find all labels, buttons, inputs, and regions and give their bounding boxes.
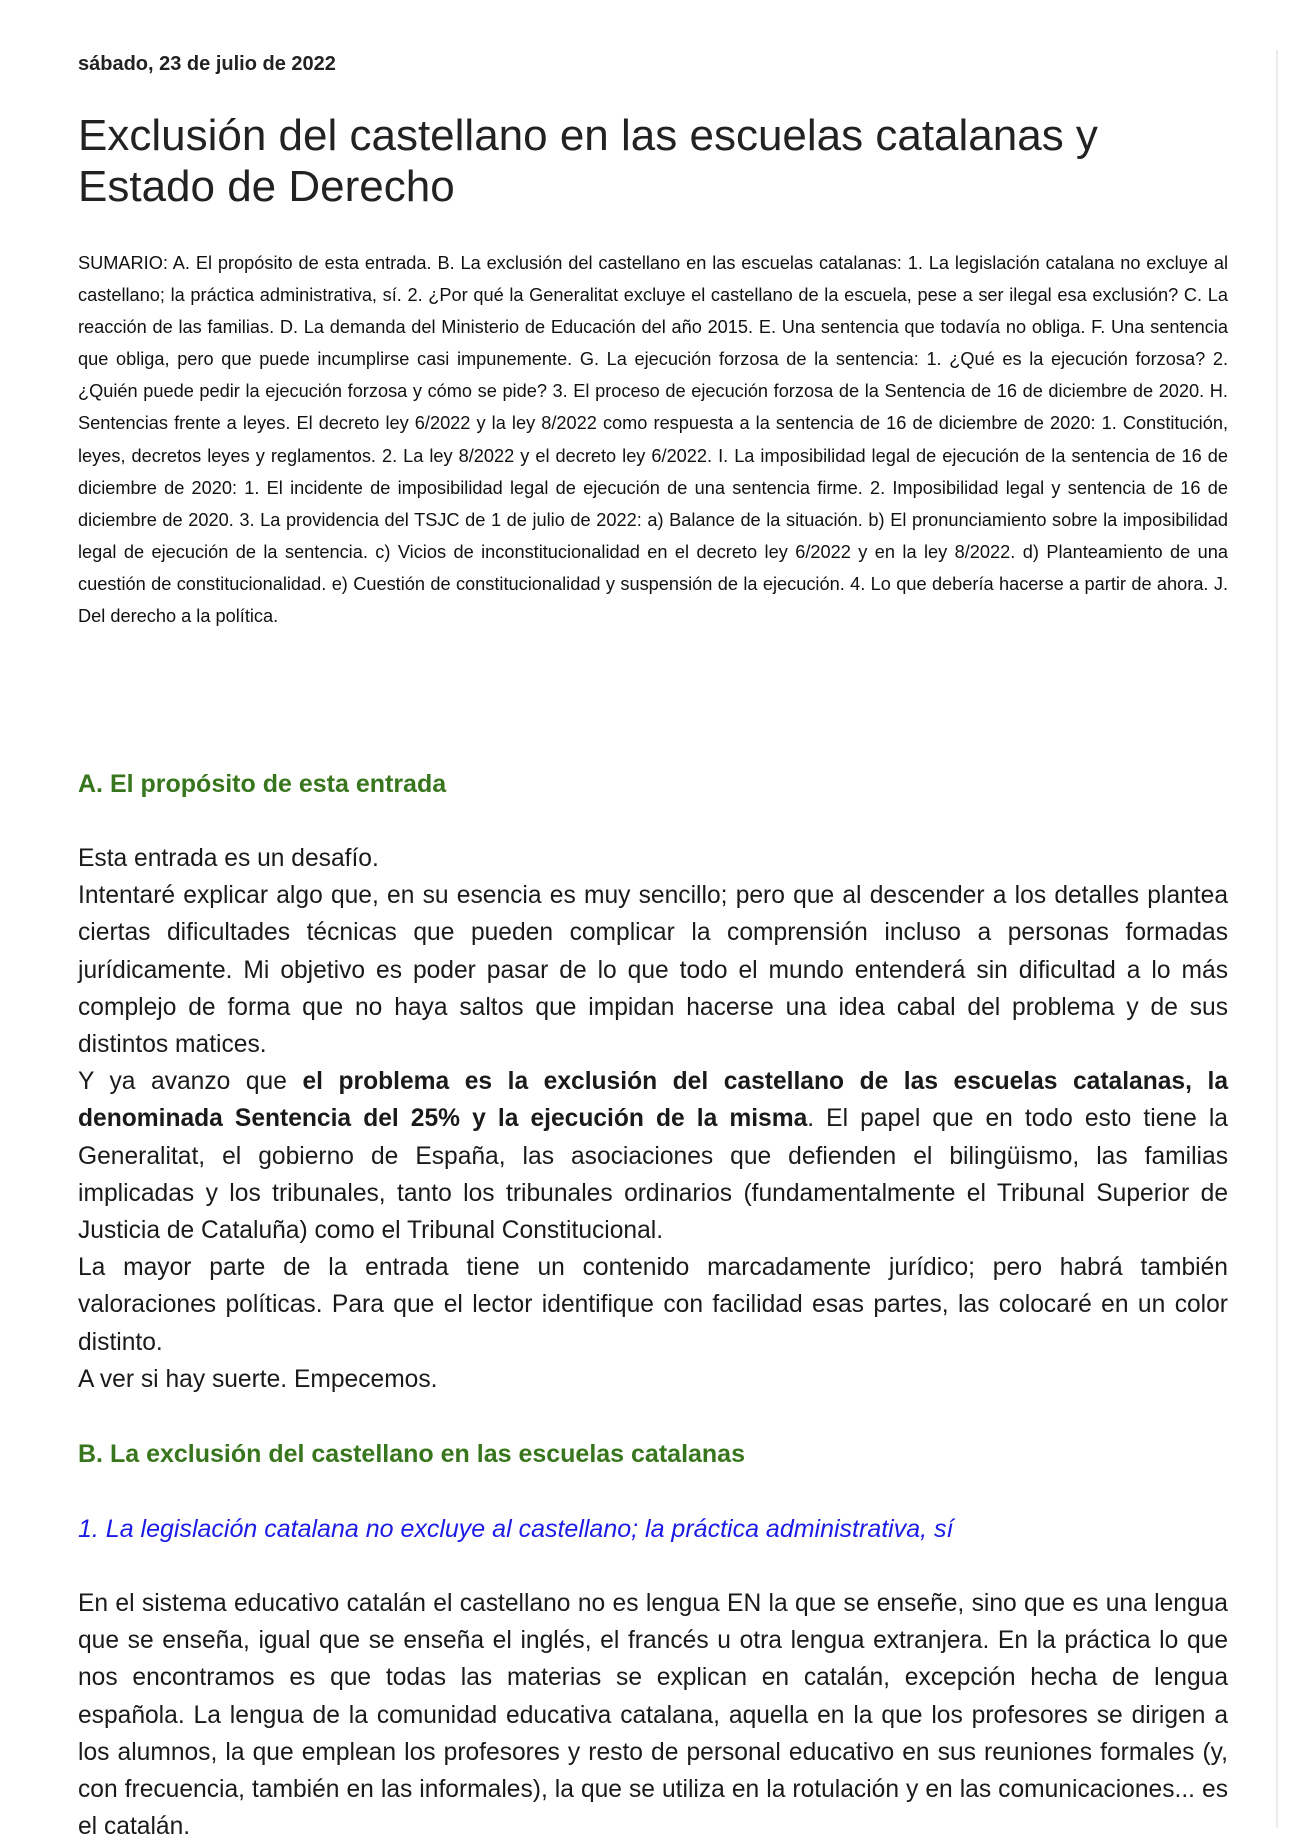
section-a-body	[78, 840, 1228, 1398]
paragraph-problem	[78, 1063, 1228, 1249]
post-summary: SUMARIO: A. El propósito de esta entrada. B. La exclusión del castellano en las escuelas catalanas: 1. La legislación catalana no excluye al castellano; la práctica administrativa, sí. 2. ¿Por qué la Generalitat excluye el castellano de la escuela, pese a ser ilegal esa exclusión? C. La reacción de las familias. D. La demanda del Ministerio de Educación del año 2015. E. Una sentencia que todavía no obliga. F. Una sentencia que obliga, pero que puede incumplirse casi impunemente. G. La ejecución forzosa de la sentencia: 1. ¿Qué es la ejecución forzosa? 2. ¿Quién puede pedir la ejecución forzosa y cómo se pide? 3. El proceso de ejecución forzosa de la Sentencia de 16 de diciembre de 2020. H. Sentencias frente a leyes. El decreto ley 6/2022 y la ley 8/2022 como respuesta a la sentencia de 16 de diciembre de 2020: 1. Constitución, leyes, decretos leyes y reglamentos. 2. La ley 8/2022 y el decreto ley 6/2022. I. La imposibilidad legal de ejecución de la sentencia de 16 de diciembre de 2020: 1. El incidente de imposibilidad legal de ejecución de una sentencia firme. 2. Imposibilidad legal y sentencia de 16 de diciembre de 2020. 3. La providencia del TSJC de 1 de julio de 2022: a) Balance de la situación. b) El pronunciamiento sobre la imposibilidad legal de ejecución de la sentencia. c) Vicios de inconstitucionalidad en el decreto ley 6/2022 y en la ley 8/2022. d) Planteamiento de una cuestión de constitucionalidad. e) Cuestión de constitucionalidad y suspensión de la ejecución. 4. Lo que debería hacerse a partir de ahora. J. Del derecho a la política.	[78, 253, 1228, 627]
paragraph-content-note: La mayor parte de la entrada tiene un contenido marcadamente jurídico; pero habrá también valoraciones políticas. Para que el lector identifique con facilidad esas partes, las colocaré en un color distinto.	[78, 1254, 1228, 1356]
paragraph-problem-emphasis: el problema es la exclusión del castellano de las escuelas catalanas, la denominada Sentencia del 25% y la ejecución de la misma	[78, 1068, 1228, 1133]
post-date: sábado, 23 de julio de 2022	[78, 53, 336, 75]
sidebar-divider	[1276, 50, 1278, 1828]
post-title: Exclusión del castellano en las escuelas catalanas y Estado de Derecho	[78, 111, 1098, 211]
paragraph-problem-suffix: . El papel que en todo esto tiene la Generalitat, el gobierno de España, las asociaciones que defienden el bilingüismo, las familias implicadas y los tribunales, tanto los tribunales ordinarios (fundamentalmente el Tribunal Superior de Justicia de Cataluña) como el Tribunal Constitucional.	[78, 1105, 1228, 1245]
paragraph-intro: Esta entrada es un desafío.	[78, 845, 379, 872]
section-b-subheading: 1. La legislación catalana no excluye al castellano; la práctica administrativa, sí	[78, 1515, 954, 1543]
paragraph-objective: Intentaré explicar algo que, en su esencia es muy sencillo; pero que al descender a los detalles plantea ciertas dificultades técnicas que pueden complicar la comprensión incluso a personas formadas jurídicamente. Mi objetivo es poder pasar de lo que todo el mundo entenderá sin dificultad a lo más complejo de forma que no haya saltos que impidan hacerse una idea cabal del problema y de sus distintos matices.	[78, 882, 1228, 1059]
paragraph-problem-prefix: Y ya avanzo que	[78, 1068, 303, 1096]
section-a-heading: A. El propósito de esta entrada	[78, 770, 447, 798]
section-b-heading: B. La exclusión del castellano en las escuelas catalanas	[78, 1440, 745, 1468]
paragraph-closing: A ver si hay suerte. Empecemos.	[78, 1365, 438, 1393]
paragraph-education-system: En el sistema educativo catalán el castellano no es lengua EN la que se enseñe, sino que es una lengua que se enseña, igual que se enseña el inglés, el francés u otra lengua extranjera. En la práctica lo que nos encontramos es que todas las materias se explican en catalán, excepción hecha de lengua española. La lengua de la comunidad educativa catalana, aquella en la que los profesores se dirigen a los alumnos, la que emplean los profesores y resto de personal educativo en sus reuniones formales (y, con frecuencia, también en las informales), la que se utiliza en la rotulación y en las comunicaciones... es el catalán.	[78, 1590, 1228, 1841]
section-b-body	[78, 1585, 1228, 1845]
